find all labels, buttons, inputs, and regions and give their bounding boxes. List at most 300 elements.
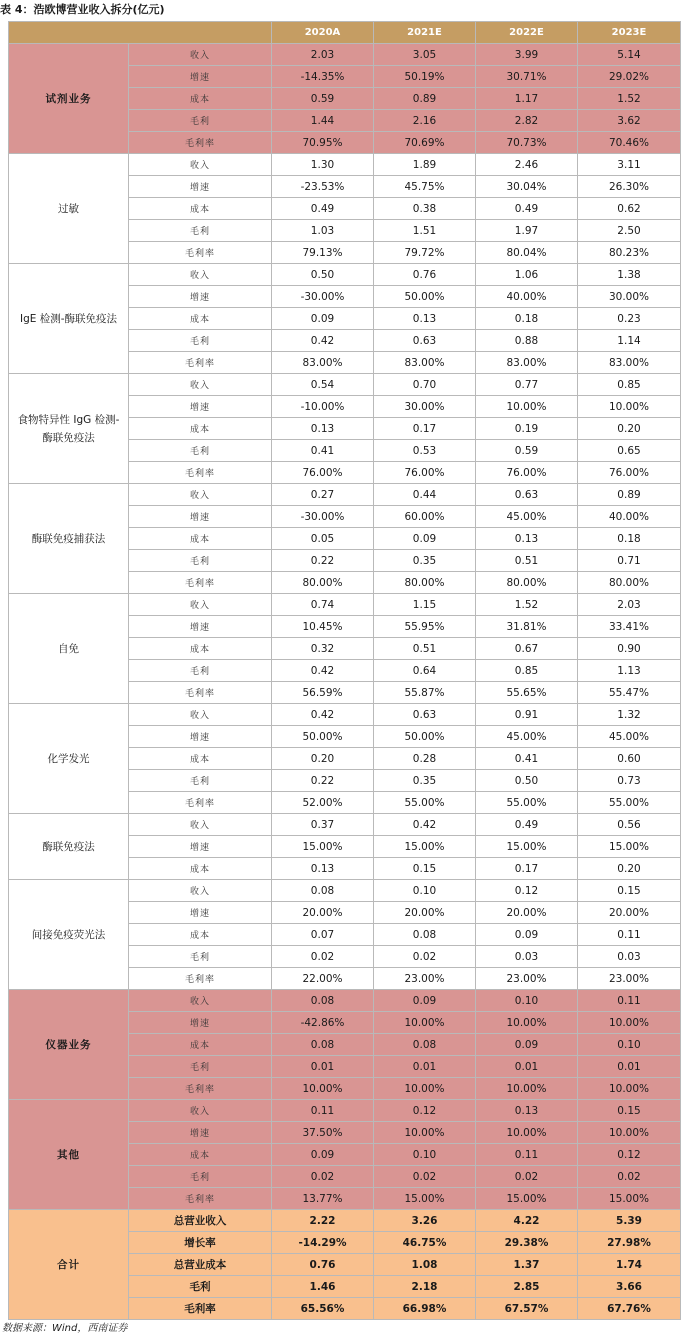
value-cell: 0.50 [476,770,578,792]
value-cell: 0.08 [374,1034,476,1056]
value-cell: 0.85 [476,660,578,682]
header-blank [9,22,272,44]
value-cell: 15.00% [374,1188,476,1210]
value-cell: 0.10 [476,990,578,1012]
table-row [9,44,681,66]
value-cell: 10.00% [374,1012,476,1034]
metric-label: 毛利 [129,1276,272,1298]
header-year: 2020A [272,22,374,44]
metric-label: 毛利 [129,770,272,792]
value-cell: 2.03 [272,44,374,66]
value-cell: 0.22 [272,770,374,792]
value-cell: 0.70 [374,374,476,396]
metric-label: 毛利率 [129,242,272,264]
value-cell: 76.00% [272,462,374,484]
value-cell: 20.00% [578,902,681,924]
metric-label: 增速 [129,1122,272,1144]
metric-label: 成本 [129,858,272,880]
value-cell: 83.00% [272,352,374,374]
value-cell: 29.38% [476,1232,578,1254]
metric-label: 毛利率 [129,1078,272,1100]
table-row [9,374,681,396]
table-row [9,880,681,902]
table-row [9,814,681,836]
value-cell: 0.13 [272,418,374,440]
value-cell: 0.01 [272,1056,374,1078]
metric-label: 总营业成本 [129,1254,272,1276]
value-cell: 2.46 [476,154,578,176]
table-row [9,264,681,286]
value-cell: 0.42 [272,330,374,352]
value-cell: 15.00% [476,1188,578,1210]
value-cell: 23.00% [578,968,681,990]
value-cell: 80.00% [272,572,374,594]
value-cell: 0.22 [272,550,374,572]
value-cell: 1.30 [272,154,374,176]
value-cell: 0.11 [578,924,681,946]
value-cell: 10.00% [272,1078,374,1100]
value-cell: 45.00% [476,506,578,528]
value-cell: 1.38 [578,264,681,286]
value-cell: 50.00% [272,726,374,748]
metric-label: 增速 [129,66,272,88]
value-cell: 0.49 [476,198,578,220]
value-cell: 1.46 [272,1276,374,1298]
value-cell: 22.00% [272,968,374,990]
value-cell: 0.73 [578,770,681,792]
value-cell: 20.00% [476,902,578,924]
value-cell: 0.42 [374,814,476,836]
value-cell: 70.69% [374,132,476,154]
value-cell: 80.00% [374,572,476,594]
value-cell: 2.18 [374,1276,476,1298]
value-cell: 0.07 [272,924,374,946]
metric-label: 增速 [129,176,272,198]
metric-label: 毛利率 [129,132,272,154]
value-cell: 0.85 [578,374,681,396]
metric-label: 毛利率 [129,352,272,374]
value-cell: -14.35% [272,66,374,88]
value-cell: 30.00% [374,396,476,418]
header-row [9,22,681,44]
value-cell: 50.00% [374,726,476,748]
value-cell: 40.00% [578,506,681,528]
value-cell: 80.04% [476,242,578,264]
value-cell: 0.89 [374,88,476,110]
value-cell: 2.85 [476,1276,578,1298]
metric-label: 毛利率 [129,792,272,814]
value-cell: 0.44 [374,484,476,506]
value-cell: 70.95% [272,132,374,154]
segment-label: 自免 [9,594,129,704]
value-cell: 0.01 [476,1056,578,1078]
value-cell: 79.72% [374,242,476,264]
metric-label: 收入 [129,1100,272,1122]
value-cell: 0.27 [272,484,374,506]
value-cell: 83.00% [476,352,578,374]
value-cell: 26.30% [578,176,681,198]
value-cell: 80.23% [578,242,681,264]
value-cell: 3.26 [374,1210,476,1232]
value-cell: 10.00% [578,396,681,418]
value-cell: 0.09 [476,924,578,946]
value-cell: 29.02% [578,66,681,88]
metric-label: 增速 [129,902,272,924]
segment-label: 试剂业务 [9,44,129,154]
value-cell: 2.50 [578,220,681,242]
value-cell: 2.03 [578,594,681,616]
value-cell: 0.08 [272,880,374,902]
segment-label: 其他 [9,1100,129,1210]
value-cell: 0.71 [578,550,681,572]
table-row [9,990,681,1012]
metric-label: 毛利 [129,220,272,242]
value-cell: 0.09 [272,1144,374,1166]
value-cell: 3.11 [578,154,681,176]
value-cell: 13.77% [272,1188,374,1210]
value-cell: 1.08 [374,1254,476,1276]
value-cell: 0.32 [272,638,374,660]
value-cell: 0.10 [374,880,476,902]
metric-label: 毛利率 [129,1298,272,1320]
value-cell: 1.44 [272,110,374,132]
value-cell: 0.02 [374,1166,476,1188]
value-cell: 76.00% [476,462,578,484]
value-cell: 0.49 [272,198,374,220]
value-cell: 0.42 [272,704,374,726]
table-title: 表 4：浩欧博营业收入拆分(亿元) [0,3,165,16]
metric-label: 毛利 [129,330,272,352]
value-cell: -30.00% [272,506,374,528]
segment-label: 酶联免疫法 [9,814,129,880]
segment-label: 合计 [9,1210,129,1320]
metric-label: 收入 [129,484,272,506]
value-cell: 52.00% [272,792,374,814]
value-cell: 0.51 [476,550,578,572]
value-cell: 4.22 [476,1210,578,1232]
value-cell: 0.91 [476,704,578,726]
value-cell: 0.05 [272,528,374,550]
value-cell: 30.00% [578,286,681,308]
value-cell: 55.00% [374,792,476,814]
value-cell: 50.19% [374,66,476,88]
value-cell: 30.71% [476,66,578,88]
value-cell: 0.59 [476,440,578,462]
value-cell: 0.01 [374,1056,476,1078]
metric-label: 收入 [129,264,272,286]
value-cell: 23.00% [476,968,578,990]
value-cell: 55.00% [476,792,578,814]
value-cell: 0.64 [374,660,476,682]
value-cell: 0.28 [374,748,476,770]
value-cell: 0.89 [578,484,681,506]
value-cell: 0.18 [476,308,578,330]
value-cell: 27.98% [578,1232,681,1254]
value-cell: 60.00% [374,506,476,528]
segment-label: 仪器业务 [9,990,129,1100]
value-cell: 55.87% [374,682,476,704]
metric-label: 成本 [129,748,272,770]
value-cell: 0.10 [374,1144,476,1166]
value-cell: 1.17 [476,88,578,110]
value-cell: 1.89 [374,154,476,176]
value-cell: 0.13 [476,1100,578,1122]
value-cell: 1.06 [476,264,578,286]
metric-label: 毛利率 [129,682,272,704]
value-cell: 0.65 [578,440,681,462]
table-row [9,1100,681,1122]
value-cell: 0.37 [272,814,374,836]
table-row [9,484,681,506]
segment-label: 间接免疫荧光法 [9,880,129,990]
value-cell: 0.90 [578,638,681,660]
value-cell: 0.59 [272,88,374,110]
value-cell: 20.00% [374,902,476,924]
metric-label: 增速 [129,616,272,638]
value-cell: 30.04% [476,176,578,198]
value-cell: 5.39 [578,1210,681,1232]
value-cell: 0.63 [374,330,476,352]
metric-label: 毛利 [129,1056,272,1078]
value-cell: 0.15 [374,858,476,880]
value-cell: 80.00% [578,572,681,594]
value-cell: 20.00% [272,902,374,924]
value-cell: 1.37 [476,1254,578,1276]
value-cell: 76.00% [374,462,476,484]
value-cell: 0.51 [374,638,476,660]
segment-label: 酶联免疫捕获法 [9,484,129,594]
value-cell: 0.15 [578,880,681,902]
value-cell: 1.97 [476,220,578,242]
value-cell: 0.12 [476,880,578,902]
value-cell: 79.13% [272,242,374,264]
value-cell: 55.65% [476,682,578,704]
metric-label: 成本 [129,1034,272,1056]
value-cell: 0.13 [272,858,374,880]
metric-label: 增速 [129,506,272,528]
value-cell: 0.50 [272,264,374,286]
metric-label: 毛利率 [129,572,272,594]
value-cell: 0.74 [272,594,374,616]
value-cell: 0.08 [374,924,476,946]
value-cell: 0.54 [272,374,374,396]
value-cell: -30.00% [272,286,374,308]
value-cell: 10.45% [272,616,374,638]
segment-label: 化学发光 [9,704,129,814]
value-cell: 0.02 [272,1166,374,1188]
metric-label: 增长率 [129,1232,272,1254]
metric-label: 收入 [129,374,272,396]
metric-label: 增速 [129,286,272,308]
value-cell: 66.98% [374,1298,476,1320]
value-cell: 2.82 [476,110,578,132]
metric-label: 增速 [129,396,272,418]
value-cell: 83.00% [578,352,681,374]
value-cell: 0.76 [272,1254,374,1276]
table-row [9,154,681,176]
value-cell: -14.29% [272,1232,374,1254]
metric-label: 成本 [129,198,272,220]
table-row [9,704,681,726]
value-cell: 0.53 [374,440,476,462]
value-cell: 0.02 [578,1166,681,1188]
metric-label: 总营业收入 [129,1210,272,1232]
value-cell: 67.57% [476,1298,578,1320]
value-cell: 10.00% [476,1078,578,1100]
value-cell: 0.63 [476,484,578,506]
value-cell: 0.17 [476,858,578,880]
value-cell: 10.00% [578,1078,681,1100]
header-year: 2022E [476,22,578,44]
segment-label: 过敏 [9,154,129,264]
metric-label: 成本 [129,1144,272,1166]
value-cell: 0.56 [578,814,681,836]
value-cell: 70.73% [476,132,578,154]
value-cell: 0.01 [578,1056,681,1078]
metric-label: 成本 [129,924,272,946]
metric-label: 毛利 [129,1166,272,1188]
value-cell: 0.38 [374,198,476,220]
value-cell: -23.53% [272,176,374,198]
value-cell: 37.50% [272,1122,374,1144]
value-cell: 1.13 [578,660,681,682]
value-cell: 0.13 [374,308,476,330]
value-cell: 56.59% [272,682,374,704]
value-cell: 0.09 [374,528,476,550]
value-cell: 0.41 [476,748,578,770]
metric-label: 收入 [129,704,272,726]
value-cell: 1.15 [374,594,476,616]
value-cell: 23.00% [374,968,476,990]
metric-label: 成本 [129,418,272,440]
value-cell: 33.41% [578,616,681,638]
metric-label: 毛利 [129,550,272,572]
metric-label: 毛利率 [129,968,272,990]
value-cell: 10.00% [476,1122,578,1144]
value-cell: 0.35 [374,770,476,792]
value-cell: 0.02 [374,946,476,968]
metric-label: 毛利 [129,440,272,462]
value-cell: 50.00% [374,286,476,308]
value-cell: 10.00% [476,396,578,418]
value-cell: 0.23 [578,308,681,330]
value-cell: 0.08 [272,990,374,1012]
value-cell: 15.00% [374,836,476,858]
revenue-breakdown-table [8,21,681,1320]
value-cell: 45.00% [578,726,681,748]
value-cell: 0.09 [272,308,374,330]
metric-label: 成本 [129,308,272,330]
metric-label: 增速 [129,1012,272,1034]
value-cell: 0.42 [272,660,374,682]
value-cell: 0.11 [578,990,681,1012]
value-cell: 10.00% [476,1012,578,1034]
value-cell: 0.67 [476,638,578,660]
value-cell: 2.22 [272,1210,374,1232]
value-cell: 0.12 [578,1144,681,1166]
value-cell: 0.20 [578,858,681,880]
value-cell: 1.51 [374,220,476,242]
value-cell: 83.00% [374,352,476,374]
metric-label: 毛利率 [129,462,272,484]
value-cell: 0.88 [476,330,578,352]
value-cell: 10.00% [578,1122,681,1144]
value-cell: 0.17 [374,418,476,440]
segment-label: 食物特异性 IgG 检测-酶联免疫法 [9,374,129,484]
value-cell: 1.14 [578,330,681,352]
value-cell: 0.03 [578,946,681,968]
value-cell: 65.56% [272,1298,374,1320]
value-cell: 10.00% [374,1078,476,1100]
value-cell: 0.15 [578,1100,681,1122]
value-cell: 0.09 [476,1034,578,1056]
value-cell: 15.00% [476,836,578,858]
value-cell: 45.75% [374,176,476,198]
value-cell: 1.03 [272,220,374,242]
metric-label: 增速 [129,726,272,748]
value-cell: 2.16 [374,110,476,132]
value-cell: 0.12 [374,1100,476,1122]
value-cell: 70.46% [578,132,681,154]
metric-label: 成本 [129,638,272,660]
value-cell: 80.00% [476,572,578,594]
metric-label: 毛利 [129,660,272,682]
value-cell: 0.60 [578,748,681,770]
value-cell: 3.99 [476,44,578,66]
metric-label: 收入 [129,154,272,176]
metric-label: 收入 [129,814,272,836]
value-cell: 1.52 [476,594,578,616]
metric-label: 增速 [129,836,272,858]
value-cell: 1.32 [578,704,681,726]
value-cell: 0.10 [578,1034,681,1056]
value-cell: 0.11 [272,1100,374,1122]
value-cell: 67.76% [578,1298,681,1320]
value-cell: -10.00% [272,396,374,418]
value-cell: 0.19 [476,418,578,440]
value-cell: 0.08 [272,1034,374,1056]
value-cell: 46.75% [374,1232,476,1254]
value-cell: 31.81% [476,616,578,638]
value-cell: 76.00% [578,462,681,484]
segment-label: IgE 检测-酶联免疫法 [9,264,129,374]
value-cell: 0.49 [476,814,578,836]
value-cell: 5.14 [578,44,681,66]
value-cell: 0.18 [578,528,681,550]
header-year: 2023E [578,22,681,44]
table-row [9,1210,681,1232]
metric-label: 收入 [129,594,272,616]
value-cell: 55.47% [578,682,681,704]
value-cell: 0.20 [578,418,681,440]
value-cell: 1.74 [578,1254,681,1276]
value-cell: 0.03 [476,946,578,968]
value-cell: -42.86% [272,1012,374,1034]
metric-label: 收入 [129,990,272,1012]
metric-label: 成本 [129,528,272,550]
value-cell: 1.52 [578,88,681,110]
value-cell: 3.62 [578,110,681,132]
header-year: 2021E [374,22,476,44]
value-cell: 0.09 [374,990,476,1012]
value-cell: 0.02 [272,946,374,968]
source-note: 数据来源：Wind，西南证券 [2,1323,128,1334]
metric-label: 收入 [129,44,272,66]
value-cell: 40.00% [476,286,578,308]
value-cell: 0.11 [476,1144,578,1166]
value-cell: 45.00% [476,726,578,748]
value-cell: 55.00% [578,792,681,814]
